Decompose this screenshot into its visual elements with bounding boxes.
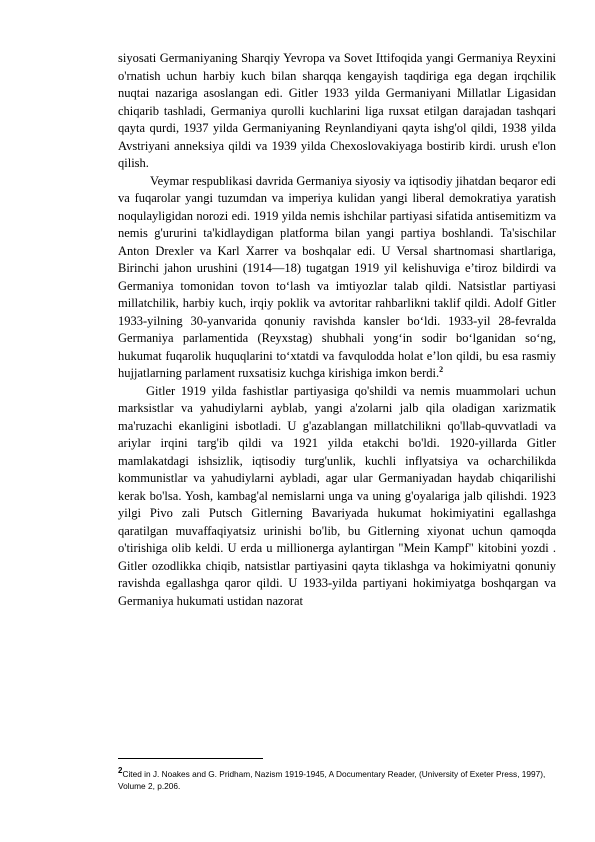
paragraph-1: siyosati Germaniyaning Sharqiy Yevropa va Sovet Ittifoqida yangi Germaniya Reyxini o'rnatish uchun harbiy kuch bilan sharqqa kengayish taqdiriga ega degan irqchilik nuqtai nazariga asoslangan edi. Gitler 1933 yilda Germaniyani Millatlar Ligasidan chiqarib tashladi, Germaniya qurolli kuchlarini liga ruxsat etilgan darajadan tashqari qayta qurdi, 1937 yilda Germaniyaning Reynlandiyani qayta ishg'ol qildi, 1938 yilda Avstriyani anneksiya qildi va 1939 yilda Chexoslovakiyaga bostirib kirdi. urush e'lon qilish.: [118, 51, 556, 170]
footnote: [118, 768, 558, 792]
footnote-number: 2: [118, 766, 123, 776]
footnote-divider: [118, 758, 263, 759]
footnote-text: Cited in J. Noakes and G. Pridham, Nazism 1919-1945, A Documentary Reader, (University of Exeter Press, 1997), Volume 2, p.206.: [118, 769, 546, 791]
paragraph-2: [118, 173, 556, 383]
document-body: [118, 50, 556, 610]
paragraph-2-text: Veymar respublikasi davrida Germaniya siyosiy va iqtisodiy jihatdan beqaror edi va fuqarolar yangi tuzumdan va imperiya kulidan yangi liberal demokratiya yaratish noqulayligidan norozi edi. 1919 yilda nemis ishchilar partiyasi sifatida antisemitizm va nemis g'ururini ta'kidlaydigan platforma bilan yangi partiya boshlandi. Ta'sischilar Anton Drexler va Karl Xarrer va boshqalar edi. U Versal shartnomasi shartlariga, Birinchi jahon urushini (1914—18) tugatgan 1919 yil kelishuviga e’tiroz bildirdi va Germaniya tomonidan tovon to‘lash va imtiyozlar talab qildi. Natsistlar partiyasi millatchilik, harbiy kuch, irqiy poklik va avtoritar rahbarlikni taklif qildi. Adolf Gitler 1933-yilning 30-yanvarida qonuniy ravishda kansler bo‘ldi. 1933-yil 28-fevralda Germaniya parlamentida (Reyxstag) shubhali yong‘in sodir bo‘lganidan so‘ng, hukumat fuqarolik huquqlarini to‘xtatdi va favqulodda holat e’lon qildi, bu esa rasmiy hujjatlarning parlament ruxsatisiz kuchga kirishiga imkon berdi.: [118, 173, 556, 380]
paragraph-3: Gitler 1919 yilda fashistlar partiyasiga qo'shildi va nemis muammolari uchun marksistlar va yahudiylarni ayblab, yangi a'zolarni jalb qila oladigan xarizmatik ma'ruzachi ekanligini isbotladi. U g'azablangan millatchilikni qo'llab-quvvatladi va ariylar irqini targ'ib qildi va 1921 yilda etakchi bo'ldi. 1920-yillarda Gitler mamlakatdagi ishsizlik, iqtisodiy turg'unlik, kuchli inflyatsiya va ocharchilikda kommunistlar va yahudiylarni aybladi, agar ular Germaniyadan haydab chiqarilishi kerak bo'lsa. Yosh, kambag'al nemislarni unga va uning g'oyalariga jalb qilishdi. 1923 yilgi Pivo zali Putsch Gitlerning Bavariyada hukumat hokimiyatini egallashga qaratilgan muvaffaqiyatsiz urinishi bo'lib, bu Gitlerning xiyonat uchun qamoqda o'tirishiga olib keldi. U erda u millionerga aylantirgan "Mein Kampf" kitobini yozdi . Gitler ozodlikka chiqib, natsistlar partiyasini qayta tiklashga va hokimiyatni qonuniy ravishda egallashga qaror qildi. U 1933-yilda partiyani hokimiyatga boshqargan va Germaniya hukumati ustidan nazorat: [118, 383, 556, 608]
footnote-reference[interactable]: 2: [439, 364, 444, 374]
